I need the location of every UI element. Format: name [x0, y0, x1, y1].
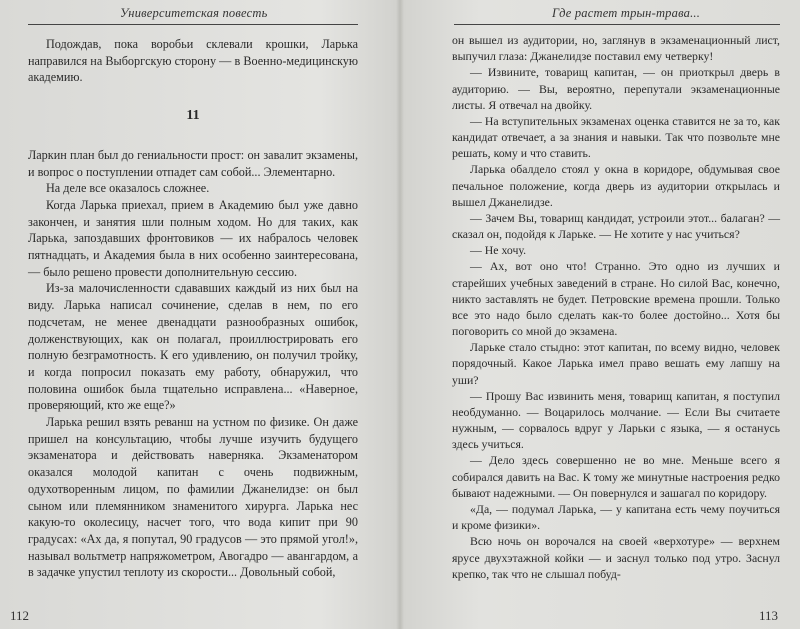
right-page: [402, 0, 800, 629]
paragraph: Всю ночь он ворочался на своей «верхотуре» — верхнем ярусе двухэтажной койки — и заснул только под утро. Заснул крепко, так что не слышал побуд-: [452, 534, 780, 581]
right-header-rule: [454, 24, 780, 25]
paragraph: Подождав, пока воробьи склевали крошки, Ларька направился на Выборгскую сторону — в Военно-медицинскую академию.: [28, 37, 358, 85]
paragraph: Ларька решил взять реванш на устном по физике. Он даже пришел на консультацию, чтобы лучше изучить будущего экзаменатора и действовать наверняка. Экзаменатором оказался молодой капитан с очень подвижным, одухотворенным лицом, по фамилии Джанелидзе: он был сыном или племянником знаменитого хирурга. Ларька нес какую-то околесицу, насчет того, что вода кипит при 90 градусах: «Ах да, я попутал, 90 градусов — это прямой угол!», называл вольтметр напряжометром, Авогадро — авангардом, а в задачке упустил теплоту из скорости... Довольный собой,: [28, 415, 358, 580]
chapter-number: 11: [186, 108, 200, 124]
left-header-rule: [28, 24, 358, 25]
left-page: [0, 0, 398, 629]
paragraph: — Ах, вот оно что! Странно. Это одно из лучших и старейших учебных заведений в стране. Но силой Вас, конечно, никто заставлять не будет. Петровские времена прошли. Только все это надо было сделать как-то более достойно... Хотя бы поговорить со мной до экзамена.: [452, 259, 780, 339]
paragraph: — Зачем Вы, товарищ кандидат, устроили этот... балаган? — сказал он, подойдя к Ларьке. — Не хотите у нас учиться?: [452, 210, 780, 242]
paragraph: — Дело здесь совершенно не во мне. Меньше всего я собирался давить на Вас. К тому же минутные настроения редко бывают надежными. — Он повернулся и зашагал по коридору.: [452, 453, 780, 500]
paragraph: — Не хочу.: [470, 243, 527, 258]
paragraph: — Извините, товарищ капитан, — он приоткрыл дверь в аудиторию. — Вы, вероятно, перепутали экзаменационные листы. Я отвечал на двойку.: [452, 65, 780, 112]
paragraph: Когда Ларька приехал, прием в Академию был уже давно закончен, и занятия шли полным ходом. Но для таких, как Ларька, запоздавших фронтовиков — их набралось человек пятнадцать, и Академия была в них особенно заинтересована, — было решено провести дополнительную сессию.: [28, 197, 358, 279]
paragraph: Ларкин план был до гениальности прост: он завалит экзамены, и вопрос о поступлении отпадет сам собой... Элементарно.: [28, 147, 358, 179]
right-page-number: 113: [758, 608, 778, 623]
paragraph: — На вступительных экзаменах оценка ставится не за то, как кандидат отвечает, а за знания и навыки. Так что позвольте мне решать, кому и что ставить.: [452, 113, 780, 161]
paragraph: — Прошу Вас извинить меня, товарищ капитан, я поступил необдуманно. — Воцарилось молчание. — Если Вы считаете нужным, — сорвалось вдруг у Ларьки с языка, — я останусь здесь учиться.: [452, 388, 780, 452]
paragraph: Из-за малочисленности сдававших каждый из них был на виду. Ларька написал сочинение, сделав в нем, по его подсчетам, не менее двенадцати разнообразных ошибок, долженствующих, как он полагал, проиллюстрировать его полную безграмотность. К его удивлению, он получил тройку, и когда попросил показать ему работу, обнаружил, что половина ошибок была тщательно исправлена... «Наверное, проверяющий, кто же еще?»: [28, 281, 358, 413]
right-running-head: Где растет трын-трава...: [552, 6, 701, 20]
paragraph: «Да, — подумал Ларька, — у капитана есть чему поучиться и кроме физики».: [452, 501, 780, 533]
left-page-text: [28, 36, 358, 581]
paragraph: Ларька обалдело стоял у окна в коридоре, обдумывая свое печальное положение, когда дверь из аудитории открылась и вышел Джанелидзе.: [452, 162, 780, 209]
left-page-number: 112: [10, 608, 30, 623]
paragraph: Ларьке стало стыдно: этот капитан, по всему видно, человек порядочный. Какое Ларька имел право вешать ему лапшу на уши?: [452, 340, 780, 387]
left-running-head: Университетская повесть: [120, 6, 268, 20]
paragraph: он вышел из аудитории, но, заглянув в экзаменационный лист, выпучил глаза: Джанелидзе поставил ему четверку!: [452, 33, 780, 64]
paragraph: На деле все оказалось сложнее.: [46, 181, 210, 196]
right-page-text: [452, 32, 780, 582]
